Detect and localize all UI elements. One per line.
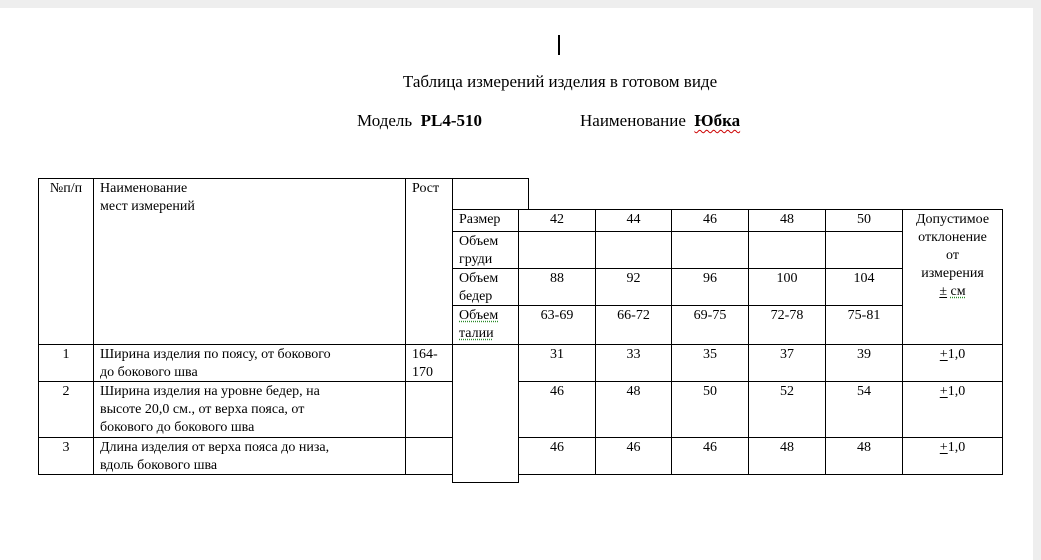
table-row-num: 3 xyxy=(38,437,94,475)
row-name-line: бокового до бокового шва xyxy=(100,420,255,435)
waist-cell: 66-72 xyxy=(595,305,672,345)
waist-label-cell xyxy=(452,305,519,345)
table-cell: 37 xyxy=(748,344,826,382)
table-cell: 46 xyxy=(595,437,672,475)
row-name-line: Ширина изделия по поясу, от бокового xyxy=(100,347,331,362)
table-cell: 46 xyxy=(518,381,596,438)
product-name-label: Наименование xyxy=(580,111,686,130)
col-header-num xyxy=(38,178,94,345)
header-empty-cell xyxy=(452,178,529,210)
table-cell: 48 xyxy=(748,437,826,475)
chest-cell xyxy=(748,231,826,269)
hips-cell: 92 xyxy=(595,268,672,306)
size-cell: 46 xyxy=(671,209,749,232)
col-name-line-1: Наименование xyxy=(100,181,188,196)
tolerance-value: 1,0 xyxy=(947,384,966,399)
hips-label-1: Объем xyxy=(459,271,499,286)
table-cell: 46 xyxy=(518,437,596,475)
table-cell: 48 xyxy=(825,437,903,475)
size-cell: 50 xyxy=(825,209,903,232)
col-header-height xyxy=(405,178,453,345)
table-cell: 54 xyxy=(825,381,903,438)
row-height-cell xyxy=(405,381,453,438)
chest-cell xyxy=(518,231,596,269)
waist-label-1: Объем xyxy=(459,308,499,323)
document-title: Таблица измерений изделия в готовом виде xyxy=(402,72,718,91)
table-cell: 33 xyxy=(595,344,672,382)
chest-label-2: груди xyxy=(459,252,493,267)
tolerance-sign: ± xyxy=(939,284,948,299)
tolerance-unit: см xyxy=(950,284,966,299)
model-label: Модель xyxy=(357,111,413,130)
size-label: Размер xyxy=(459,212,501,227)
table-cell: 39 xyxy=(825,344,903,382)
col-height-label: Рост xyxy=(412,181,440,196)
product-name-line xyxy=(580,111,740,131)
hips-cell: 96 xyxy=(671,268,749,306)
size-label-cell xyxy=(452,209,519,232)
chest-cell xyxy=(671,231,749,269)
row-name-line: вдоль бокового шва xyxy=(100,458,218,473)
hips-cell: 88 xyxy=(518,268,596,306)
waist-cell: 72-78 xyxy=(748,305,826,345)
tolerance-value: 1,0 xyxy=(947,347,966,362)
table-row-num: 2 xyxy=(38,381,94,438)
document-page xyxy=(0,8,1033,560)
height-value-line: 164- xyxy=(412,347,438,362)
table-cell: 46 xyxy=(671,437,749,475)
waist-cell: 63-69 xyxy=(518,305,596,345)
table-cell: 52 xyxy=(748,381,826,438)
tolerance-value: 1,0 xyxy=(947,440,966,455)
tolerance-sign: + xyxy=(939,384,948,399)
text-cursor xyxy=(558,35,560,55)
hips-cell: 100 xyxy=(748,268,826,306)
col-num-label: №п/п xyxy=(49,181,83,196)
row-height-cell xyxy=(405,344,453,382)
model-value: PL4-510 xyxy=(420,111,483,130)
tolerance-line-4: измерения xyxy=(921,266,984,281)
param-column-body xyxy=(452,344,519,483)
table-cell: 48 xyxy=(595,381,672,438)
table-row-name xyxy=(93,344,406,382)
model-line xyxy=(357,111,482,131)
size-cell: 42 xyxy=(518,209,596,232)
table-row-name xyxy=(93,437,406,475)
product-name-value: Юбка xyxy=(694,111,741,130)
size-cell: 48 xyxy=(748,209,826,232)
tolerance-cell xyxy=(902,344,1003,382)
size-cell: 44 xyxy=(595,209,672,232)
hips-label-cell xyxy=(452,268,519,306)
hips-cell: 104 xyxy=(825,268,903,306)
chest-label-cell xyxy=(452,231,519,269)
chest-label-1: Объем xyxy=(459,234,499,249)
hips-label-2: бедер xyxy=(459,289,493,304)
table-cell: 35 xyxy=(671,344,749,382)
waist-cell: 69-75 xyxy=(671,305,749,345)
table-row-num: 1 xyxy=(38,344,94,382)
row-name-line: Длина изделия от верха пояса до низа, xyxy=(100,440,330,455)
tolerance-cell xyxy=(902,381,1003,438)
row-name-line: Ширина изделия на уровне бедер, на xyxy=(100,384,320,399)
row-height-cell xyxy=(405,437,453,475)
chest-cell xyxy=(595,231,672,269)
waist-cell: 75-81 xyxy=(825,305,903,345)
tolerance-sign: + xyxy=(939,440,948,455)
tolerance-line-2: отклонение xyxy=(918,230,987,245)
table-row-name xyxy=(93,381,406,438)
col-name-line-2: мест измерений xyxy=(100,199,195,214)
tolerance-sign: + xyxy=(939,347,948,362)
tolerance-header xyxy=(902,209,1003,345)
chest-cell xyxy=(825,231,903,269)
row-name-line: до бокового шва xyxy=(100,365,198,380)
tolerance-cell xyxy=(902,437,1003,475)
table-cell: 50 xyxy=(671,381,749,438)
table-cell: 31 xyxy=(518,344,596,382)
waist-label-2: талии xyxy=(459,326,494,341)
row-name-line: высоте 20,0 см., от верха пояса, от xyxy=(100,402,305,417)
tolerance-line-1: Допустимое xyxy=(915,212,990,227)
height-value-line: 170 xyxy=(412,365,433,380)
col-header-name xyxy=(93,178,406,345)
tolerance-line-5 xyxy=(903,283,1002,301)
tolerance-line-3: от xyxy=(946,248,959,263)
